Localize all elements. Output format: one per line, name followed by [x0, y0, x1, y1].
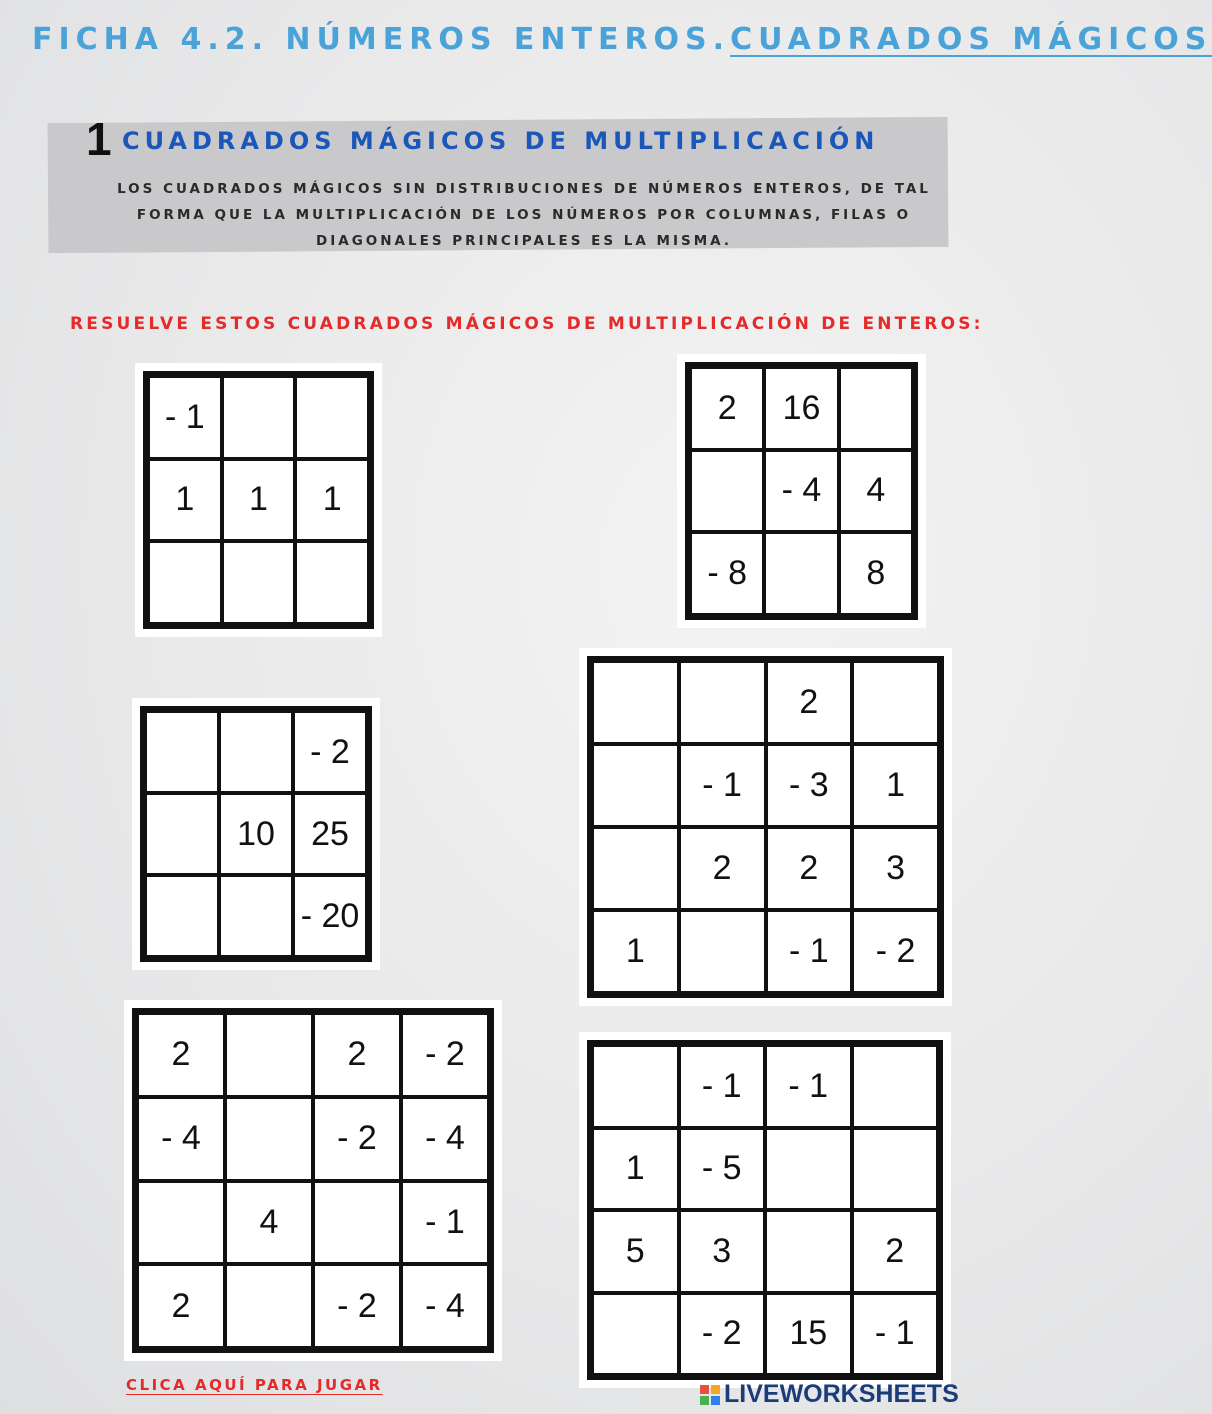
- grid-cell[interactable]: [145, 793, 219, 875]
- grid-cell[interactable]: [148, 541, 222, 624]
- grid-cell[interactable]: [225, 1097, 313, 1181]
- grid-cell[interactable]: 2: [313, 1013, 401, 1097]
- grid-cell[interactable]: [225, 1013, 313, 1097]
- grid-cell[interactable]: [295, 376, 369, 459]
- grid-cell[interactable]: [225, 1264, 313, 1348]
- grid-cell[interactable]: - 8: [690, 532, 764, 615]
- grid-cell[interactable]: [765, 1210, 852, 1293]
- grid-cell[interactable]: [222, 376, 296, 459]
- brand-name: LIVEWORKSHEETS: [724, 1380, 959, 1408]
- grid-cell[interactable]: 1: [852, 744, 939, 827]
- grid-cell[interactable]: [852, 1045, 939, 1128]
- grid-cell[interactable]: - 4: [401, 1264, 489, 1348]
- grid-cell[interactable]: [145, 875, 219, 957]
- liveworksheets-logo: [700, 1380, 959, 1409]
- grid-cell[interactable]: 2: [766, 661, 853, 744]
- grid-cell[interactable]: 1: [592, 910, 679, 993]
- grid-cell[interactable]: [852, 1128, 939, 1211]
- instruction-text: RESUELVE ESTOS CUADRADOS MÁGICOS DE MULTIPLICACIÓN DE ENTEROS:: [70, 314, 984, 334]
- grid-cell[interactable]: [765, 1128, 852, 1211]
- grid-cell[interactable]: - 2: [293, 711, 367, 793]
- grid-cell[interactable]: - 2: [679, 1293, 766, 1376]
- title-prefix: FICHA 4.2. NÚMEROS ENTEROS.: [32, 22, 731, 57]
- grid-cell[interactable]: 5: [592, 1210, 679, 1293]
- grid-cell[interactable]: - 4: [401, 1097, 489, 1181]
- grid-cell[interactable]: - 2: [313, 1097, 401, 1181]
- grid-cell[interactable]: - 1: [679, 1045, 766, 1128]
- grid-cell[interactable]: - 2: [313, 1264, 401, 1348]
- grid-cell[interactable]: - 1: [401, 1181, 489, 1265]
- grid-cell[interactable]: 8: [839, 532, 913, 615]
- grid-cell[interactable]: 15: [765, 1293, 852, 1376]
- grid-cell[interactable]: - 1: [765, 1045, 852, 1128]
- grid-cell[interactable]: [764, 532, 838, 615]
- grid-cell[interactable]: 2: [137, 1013, 225, 1097]
- grid-cell[interactable]: 1: [222, 459, 296, 542]
- grid-cell[interactable]: [839, 367, 913, 450]
- grid-cell[interactable]: 1: [148, 459, 222, 542]
- magic-square-5: [132, 1008, 494, 1353]
- grid-cell[interactable]: - 1: [766, 910, 853, 993]
- grid-cell[interactable]: - 20: [293, 875, 367, 957]
- grid-cell[interactable]: [313, 1181, 401, 1265]
- magic-square-2: [685, 362, 918, 620]
- grid-cell[interactable]: - 4: [137, 1097, 225, 1181]
- grid-cell[interactable]: 2: [679, 827, 766, 910]
- grid-cell[interactable]: 2: [690, 367, 764, 450]
- grid-cell[interactable]: - 1: [679, 744, 766, 827]
- grid-cell[interactable]: [295, 541, 369, 624]
- play-link[interactable]: CLICA AQUÍ PARA JUGAR: [126, 1376, 383, 1394]
- grid-cell[interactable]: [592, 744, 679, 827]
- magic-square-6: [587, 1040, 943, 1380]
- grid-cell[interactable]: 2: [852, 1210, 939, 1293]
- section-title: CUADRADOS MÁGICOS DE MULTIPLICACIÓN: [122, 127, 880, 155]
- grid-cell[interactable]: - 1: [148, 376, 222, 459]
- grid-cell[interactable]: [219, 875, 293, 957]
- grid-cell[interactable]: [222, 541, 296, 624]
- grid-cell[interactable]: [852, 661, 939, 744]
- magic-square-3: [140, 706, 372, 962]
- grid-cell[interactable]: - 3: [766, 744, 853, 827]
- magic-square-4: [587, 656, 944, 998]
- grid-cell[interactable]: - 2: [852, 910, 939, 993]
- grid-cell[interactable]: 25: [293, 793, 367, 875]
- grid-cell[interactable]: 4: [839, 450, 913, 533]
- grid-cell[interactable]: [137, 1181, 225, 1265]
- grid-cell[interactable]: [679, 910, 766, 993]
- section-number: 1: [86, 113, 112, 165]
- grid-cell[interactable]: 2: [137, 1264, 225, 1348]
- grid-cell[interactable]: - 4: [764, 450, 838, 533]
- grid-cell[interactable]: 1: [295, 459, 369, 542]
- title-link[interactable]: CUADRADOS MÁGICOS: [730, 22, 1212, 57]
- grid-cell[interactable]: [219, 711, 293, 793]
- magic-square-1: [143, 371, 374, 629]
- grid-cell[interactable]: [592, 1293, 679, 1376]
- grid-cell[interactable]: 10: [219, 793, 293, 875]
- brand-squares-icon: [700, 1385, 720, 1405]
- page-title: [32, 22, 1212, 57]
- grid-cell[interactable]: [592, 1045, 679, 1128]
- grid-cell[interactable]: 3: [679, 1210, 766, 1293]
- grid-cell[interactable]: [690, 450, 764, 533]
- grid-cell[interactable]: 4: [225, 1181, 313, 1265]
- grid-cell[interactable]: 16: [764, 367, 838, 450]
- grid-cell[interactable]: - 5: [679, 1128, 766, 1211]
- grid-cell[interactable]: 3: [852, 827, 939, 910]
- grid-cell[interactable]: - 1: [852, 1293, 939, 1376]
- grid-cell[interactable]: [592, 827, 679, 910]
- section-description: LOS CUADRADOS MÁGICOS SIN DISTRIBUCIONES DE NÚMEROS ENTEROS, DE TAL FORMA QUE LA MULTIPLICACIÓN DE LOS NÚMEROS POR COLUMNAS, FILAS O DIAGONALES PRINCIPALES ES LA MISMA.: [117, 181, 931, 249]
- grid-cell[interactable]: [145, 711, 219, 793]
- grid-cell[interactable]: 2: [766, 827, 853, 910]
- grid-cell[interactable]: - 2: [401, 1013, 489, 1097]
- grid-cell[interactable]: [679, 661, 766, 744]
- grid-cell[interactable]: [592, 661, 679, 744]
- grid-cell[interactable]: 1: [592, 1128, 679, 1211]
